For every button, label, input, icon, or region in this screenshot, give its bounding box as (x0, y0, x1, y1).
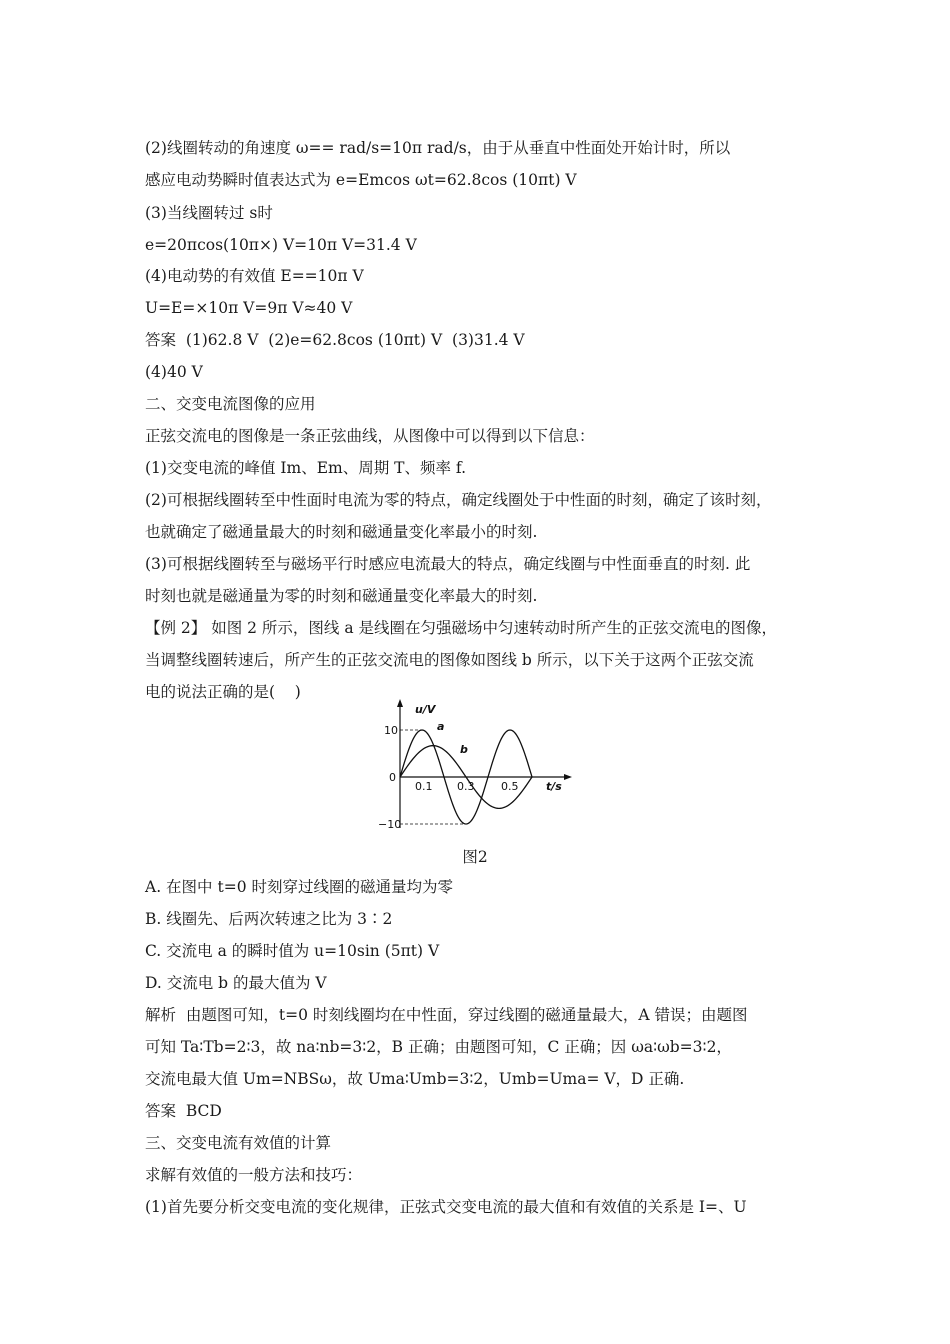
analysis-line: 可知 Ta∶Tb=2∶3，故 na∶nb=3∶2，B 正确；由题图可知，C 正确；因 ωa∶ωb=3∶2， (145, 1038, 732, 1056)
text-line: (1)首先要分析交变电流的变化规律，正弦式交变电流的最大值和有效值的关系是 I=、U (145, 1198, 747, 1216)
text-line: 电的说法正确的是( ) (145, 683, 301, 701)
answer-line: 答案 (1)62.8 V (2)e=62.8cos (10πt) V (3)31.4 V (145, 331, 525, 349)
text-line: (4)电动势的有效值 E==10π V (145, 267, 364, 285)
text-line: (1)交变电流的峰值 Im、Em、周期 T、频率 f. (145, 459, 467, 477)
analysis-line: 解析 由题图可知，t=0 时刻线圈均在中性面，穿过线圈的磁通量最大，A 错误；由题图 (145, 1006, 748, 1024)
text-line: 当调整线圈转速后，所产生的正弦交流电的图像如图线 b 所示，以下关于这两个正弦交流 (145, 651, 754, 669)
text-line: 正弦交流电的图像是一条正弦曲线，从图像中可以得到以下信息： (145, 427, 595, 445)
y-tick-0: 0 (389, 771, 396, 784)
y-axis-arrow (397, 699, 403, 707)
option-c: C. 交流电 a 的瞬时值为 u=10sin (5πt) V (145, 942, 440, 960)
text-line: 时刻也就是磁通量为零的时刻和磁通量变化率最大的时刻. (145, 587, 538, 605)
curve-b-label: b (460, 743, 468, 756)
section-heading: 三、交变电流有效值的计算 (145, 1134, 332, 1152)
x-axis-label: t/s (546, 780, 562, 793)
text-line: U=E=×10π V=9π V≈40 V (145, 299, 353, 317)
sine-graph (360, 693, 580, 833)
text-line: (3)当线圈转过 s时 (145, 204, 273, 222)
option-a: A. 在图中 t=0 时刻穿过线圈的磁通量均为零 (145, 878, 453, 896)
y-tick-neg10: −10 (378, 818, 402, 831)
x-tick-0.1: 0.1 (415, 780, 433, 793)
text-line: 也就确定了磁通量最大的时刻和磁通量变化率最小的时刻. (145, 523, 538, 541)
text-line: (2)线圈转动的角速度 ω== rad/s=10π rad/s，由于从垂直中性面处开始计时，所以 (145, 139, 731, 157)
option-b: B. 线圈先、后两次转速之比为 3∶2 (145, 910, 393, 928)
x-axis-arrow (564, 774, 572, 780)
example-heading: 【例 2】 如图 2 所示，图线 a 是线圈在匀强磁场中匀速转动时所产生的正弦交流电的图像， (145, 619, 778, 637)
x-tick-0.3: 0.3 (457, 780, 475, 793)
option-d: D. 交流电 b 的最大值为 V (145, 974, 327, 992)
y-axis-label: u/V (415, 703, 436, 716)
text-line: 感应电动势瞬时值表达式为 e=Emcos ωt=62.8cos (10πt) V (145, 171, 577, 189)
curve-a-label: a (437, 720, 445, 733)
x-tick-0.5: 0.5 (501, 780, 519, 793)
answer-line: (4)40 V (145, 363, 203, 381)
text-line: (2)可根据线圈转至中性面时电流为零的特点，确定线圈处于中性面的时刻，确定了该时刻， (145, 491, 772, 509)
text-line: e=20πcos(10π×) V=10π V=31.4 V (145, 236, 417, 254)
y-tick-10: 10 (384, 724, 398, 737)
analysis-line: 交流电最大值 Um=NBSω，故 Uma∶Umb=3∶2，Umb=Uma= V，D 正确. (145, 1070, 685, 1088)
answer-line: 答案 BCD (145, 1102, 222, 1120)
figure-caption: 图2 (462, 848, 488, 866)
text-line: (3)可根据线圈转至与磁场平行时感应电流最大的特点，确定线圈与中性面垂直的时刻. 此 (145, 555, 751, 573)
section-heading: 二、交变电流图像的应用 (145, 395, 316, 413)
text-line: 求解有效值的一般方法和技巧： (145, 1166, 363, 1184)
